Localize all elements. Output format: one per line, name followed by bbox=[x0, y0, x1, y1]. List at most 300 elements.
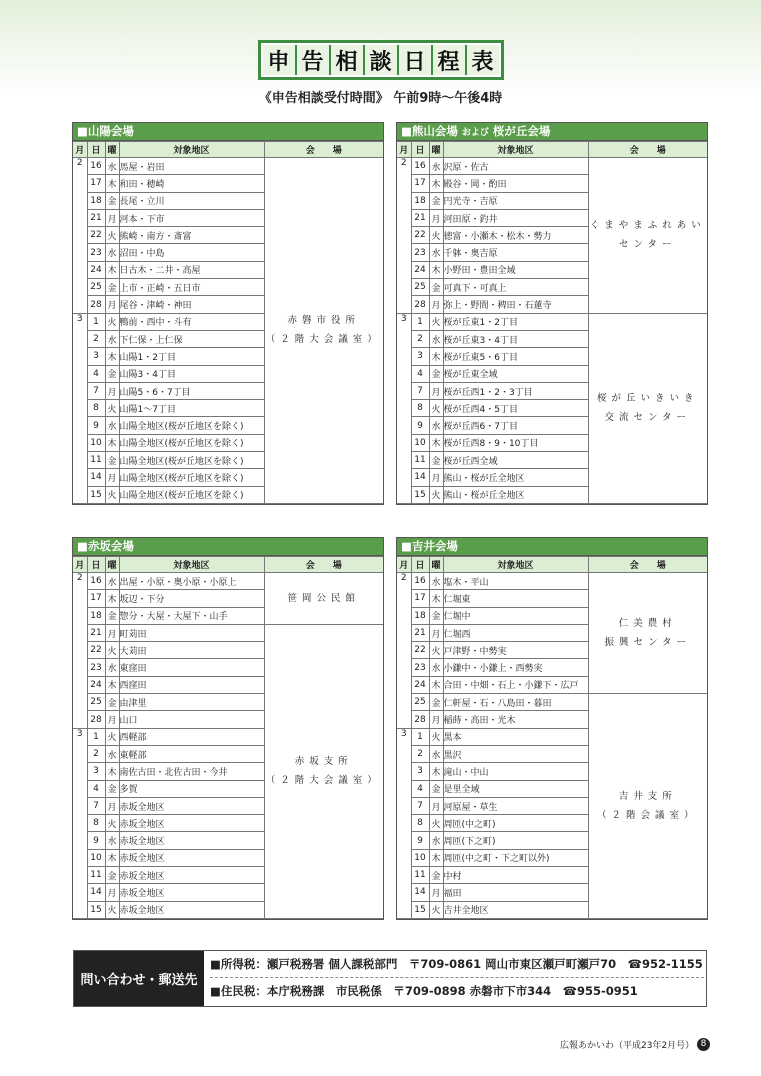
section-name-connector: および bbox=[461, 128, 489, 138]
weekday-cell: 水 bbox=[105, 417, 119, 434]
area-cell: 山陽全地区(桜が丘地区を除く) bbox=[119, 469, 264, 486]
day-cell: 2 bbox=[411, 745, 429, 762]
weekday-cell: 木 bbox=[429, 676, 443, 693]
day-cell: 25 bbox=[411, 694, 429, 711]
day-cell: 16 bbox=[411, 573, 429, 590]
day-cell: 8 bbox=[411, 815, 429, 832]
venue-cell bbox=[588, 573, 707, 694]
weekday-cell: 金 bbox=[429, 867, 443, 884]
weekday-cell: 金 bbox=[429, 192, 443, 209]
area-cell: 河本・下市 bbox=[119, 209, 264, 226]
weekday-cell: 木 bbox=[429, 261, 443, 278]
weekday-cell: 火 bbox=[429, 901, 443, 918]
area-cell: 可真下・可真上 bbox=[443, 279, 588, 296]
weekday-cell: 月 bbox=[105, 382, 119, 399]
weekday-cell: 水 bbox=[429, 330, 443, 347]
weekday-cell: 水 bbox=[429, 417, 443, 434]
weekday-cell: 水 bbox=[429, 659, 443, 676]
day-cell: 28 bbox=[411, 711, 429, 728]
day-cell: 4 bbox=[411, 780, 429, 797]
area-cell: 桜が丘東全域 bbox=[443, 365, 588, 382]
col-weekday-header: 曜 bbox=[105, 142, 119, 158]
day-cell: 3 bbox=[87, 763, 105, 780]
day-cell: 16 bbox=[411, 158, 429, 175]
day-cell: 10 bbox=[87, 434, 105, 451]
area-cell: 赤坂全地区 bbox=[119, 884, 264, 901]
col-area-header: 対象地区 bbox=[443, 557, 588, 573]
weekday-cell: 水 bbox=[429, 158, 443, 175]
weekday-cell: 木 bbox=[429, 434, 443, 451]
day-cell: 9 bbox=[87, 417, 105, 434]
col-month-header: 月 bbox=[73, 142, 87, 158]
title-box bbox=[258, 40, 504, 80]
section-title bbox=[397, 123, 707, 141]
col-area-header: 対象地区 bbox=[443, 142, 588, 158]
day-cell: 22 bbox=[87, 227, 105, 244]
weekday-cell: 水 bbox=[105, 330, 119, 347]
day-cell: 9 bbox=[411, 417, 429, 434]
footer-publication: 広報あかいわ（平成23年2月号） bbox=[560, 1040, 695, 1051]
area-cell: 出屋・小原・奥小原・小原上 bbox=[119, 573, 264, 590]
weekday-cell: 月 bbox=[429, 382, 443, 399]
weekday-cell: 月 bbox=[105, 296, 119, 313]
day-cell: 22 bbox=[87, 642, 105, 659]
venue-cell bbox=[264, 624, 383, 918]
area-cell: 桜が丘東5・6丁目 bbox=[443, 348, 588, 365]
weekday-cell: 金 bbox=[105, 607, 119, 624]
weekday-cell: 木 bbox=[105, 348, 119, 365]
area-cell: 滝山・中山 bbox=[443, 763, 588, 780]
weekday-cell: 火 bbox=[429, 728, 443, 745]
venue-cell bbox=[588, 694, 707, 919]
area-cell: 山陽全地区(桜が丘地区を除く) bbox=[119, 452, 264, 469]
section-kumayama bbox=[396, 122, 708, 505]
col-venue-header: 会 場 bbox=[588, 142, 707, 158]
venue-cell bbox=[588, 158, 707, 314]
title-char: 表 bbox=[465, 45, 499, 75]
venue-line: 笹岡公民館 bbox=[287, 592, 360, 604]
title-char: 申 bbox=[263, 45, 295, 75]
day-cell: 9 bbox=[87, 832, 105, 849]
col-weekday-header: 曜 bbox=[105, 557, 119, 573]
table-row bbox=[73, 624, 383, 641]
day-cell: 22 bbox=[411, 642, 429, 659]
day-cell: 1 bbox=[87, 313, 105, 330]
weekday-cell: 木 bbox=[105, 590, 119, 607]
page-title bbox=[0, 40, 761, 78]
weekday-cell: 火 bbox=[105, 313, 119, 330]
area-cell: 桜が丘東3・4丁目 bbox=[443, 330, 588, 347]
weekday-cell: 火 bbox=[105, 728, 119, 745]
weekday-cell: 火 bbox=[429, 815, 443, 832]
day-cell: 25 bbox=[411, 279, 429, 296]
venue-line: くまやまふれあい bbox=[589, 220, 706, 232]
weekday-cell: 水 bbox=[429, 573, 443, 590]
weekday-cell: 月 bbox=[429, 711, 443, 728]
weekday-cell: 月 bbox=[429, 884, 443, 901]
day-cell: 21 bbox=[411, 209, 429, 226]
weekday-cell: 火 bbox=[105, 400, 119, 417]
weekday-cell: 金 bbox=[429, 607, 443, 624]
day-cell: 4 bbox=[411, 365, 429, 382]
day-cell: 1 bbox=[411, 313, 429, 330]
day-cell: 16 bbox=[87, 158, 105, 175]
venue-line: 桜が丘いきいき bbox=[596, 393, 699, 405]
section-akasaka bbox=[72, 537, 384, 920]
col-day-header: 日 bbox=[411, 142, 429, 158]
day-cell: 18 bbox=[411, 192, 429, 209]
area-cell: 熊山・桜が丘全地区 bbox=[443, 486, 588, 503]
venue-line: （２階大会議室） bbox=[265, 334, 382, 346]
weekday-cell: 木 bbox=[429, 590, 443, 607]
day-cell: 1 bbox=[411, 728, 429, 745]
day-cell: 15 bbox=[87, 901, 105, 918]
venue-line: 赤磐市役所 bbox=[287, 315, 360, 327]
venue-line: センター bbox=[618, 239, 677, 251]
day-cell: 11 bbox=[411, 867, 429, 884]
day-cell: 18 bbox=[411, 607, 429, 624]
area-cell: 円光寺・吉原 bbox=[443, 192, 588, 209]
day-cell: 23 bbox=[411, 244, 429, 261]
col-day-header: 日 bbox=[87, 557, 105, 573]
section-yoshii bbox=[396, 537, 708, 920]
day-cell: 25 bbox=[87, 694, 105, 711]
day-cell: 25 bbox=[87, 279, 105, 296]
area-cell: 坂辺・下分 bbox=[119, 590, 264, 607]
col-month-header: 月 bbox=[397, 557, 411, 573]
weekday-cell: 木 bbox=[105, 849, 119, 866]
area-cell: 仁軒屋・石・八島田・暮田 bbox=[443, 694, 588, 711]
table-row bbox=[73, 158, 383, 175]
day-cell: 15 bbox=[87, 486, 105, 503]
title-char: 相 bbox=[329, 45, 363, 75]
col-venue-header: 会 場 bbox=[264, 142, 383, 158]
day-cell: 7 bbox=[411, 382, 429, 399]
day-cell: 23 bbox=[411, 659, 429, 676]
area-cell: 弥上・野間・稗田・石蓮寺 bbox=[443, 296, 588, 313]
day-cell: 24 bbox=[411, 676, 429, 693]
area-cell: 合田・中畑・石上・小鎌下・広戸 bbox=[443, 676, 588, 693]
section-name: ■山陽会場 bbox=[77, 124, 134, 138]
area-cell: 小鎌中・小鎌上・西勢実 bbox=[443, 659, 588, 676]
section-name: ■赤坂会場 bbox=[77, 539, 134, 553]
venue-line: 交流センター bbox=[604, 412, 692, 424]
weekday-cell: 水 bbox=[105, 659, 119, 676]
day-cell: 7 bbox=[87, 382, 105, 399]
section-name: ■熊山会場 bbox=[401, 124, 458, 138]
title-char: 程 bbox=[431, 45, 465, 75]
col-venue-header: 会 場 bbox=[264, 557, 383, 573]
table-row bbox=[397, 313, 707, 330]
area-cell: 長尾・立川 bbox=[119, 192, 264, 209]
weekday-cell: 月 bbox=[429, 209, 443, 226]
area-cell: 東窪田 bbox=[119, 659, 264, 676]
weekday-cell: 火 bbox=[429, 642, 443, 659]
day-cell: 24 bbox=[411, 261, 429, 278]
venue-cell bbox=[264, 573, 383, 625]
weekday-cell: 月 bbox=[105, 469, 119, 486]
schedule-table bbox=[397, 556, 707, 919]
weekday-cell: 木 bbox=[429, 849, 443, 866]
area-cell: 仁堀西 bbox=[443, 624, 588, 641]
day-cell: 18 bbox=[87, 607, 105, 624]
area-cell: 山陽全地区(桜が丘地区を除く) bbox=[119, 417, 264, 434]
day-cell: 28 bbox=[87, 296, 105, 313]
day-cell: 17 bbox=[411, 175, 429, 192]
weekday-cell: 月 bbox=[429, 469, 443, 486]
contact-box bbox=[73, 950, 707, 1007]
section-name-second: 桜が丘会場 bbox=[492, 124, 551, 138]
weekday-cell: 木 bbox=[105, 676, 119, 693]
weekday-cell: 月 bbox=[429, 624, 443, 641]
area-cell: 町苅田 bbox=[119, 624, 264, 641]
area-cell: 赤坂全地区 bbox=[119, 867, 264, 884]
area-cell: 小野田・豊田全域 bbox=[443, 261, 588, 278]
weekday-cell: 木 bbox=[429, 175, 443, 192]
month-cell: 2 bbox=[397, 573, 411, 729]
day-cell: 23 bbox=[87, 244, 105, 261]
day-cell: 7 bbox=[411, 797, 429, 814]
venue-line: 吉井支所 bbox=[618, 791, 677, 802]
area-cell: 沼田・中島 bbox=[119, 244, 264, 261]
venue-line: 振興センター bbox=[604, 637, 692, 649]
day-cell: 10 bbox=[411, 434, 429, 451]
area-cell: 山陽1〜7丁目 bbox=[119, 400, 264, 417]
area-cell: 和田・穂崎 bbox=[119, 175, 264, 192]
title-char: 告 bbox=[295, 45, 329, 75]
weekday-cell: 火 bbox=[105, 815, 119, 832]
col-area-header: 対象地区 bbox=[119, 142, 264, 158]
weekday-cell: 火 bbox=[105, 227, 119, 244]
weekday-cell: 木 bbox=[429, 763, 443, 780]
area-cell: 山陽3・4丁目 bbox=[119, 365, 264, 382]
day-cell: 8 bbox=[87, 815, 105, 832]
day-cell: 24 bbox=[87, 676, 105, 693]
weekday-cell: 水 bbox=[429, 244, 443, 261]
area-cell: 殿谷・岡・酌田 bbox=[443, 175, 588, 192]
weekday-cell: 金 bbox=[105, 365, 119, 382]
weekday-cell: 金 bbox=[105, 867, 119, 884]
area-cell: 馬屋・岩田 bbox=[119, 158, 264, 175]
weekday-cell: 月 bbox=[429, 797, 443, 814]
page-subtitle: 《申告相談受付時間》 午前9時〜午後4時 bbox=[258, 91, 503, 106]
area-cell: 吉井全地区 bbox=[443, 901, 588, 918]
section-name: ■吉井会場 bbox=[401, 539, 458, 553]
schedule-table bbox=[73, 141, 383, 504]
month-cell: 3 bbox=[73, 728, 87, 918]
month-cell: 3 bbox=[73, 313, 87, 503]
area-cell: 千躰・奥吉原 bbox=[443, 244, 588, 261]
day-cell: 4 bbox=[87, 365, 105, 382]
venue-cell bbox=[264, 158, 383, 504]
area-cell: 仁堀東 bbox=[443, 590, 588, 607]
area-cell: 河田原・釣井 bbox=[443, 209, 588, 226]
section-title bbox=[73, 123, 383, 141]
area-cell: 西軽部 bbox=[119, 728, 264, 745]
day-cell: 21 bbox=[411, 624, 429, 641]
day-cell: 3 bbox=[411, 348, 429, 365]
area-cell: 西窪田 bbox=[119, 676, 264, 693]
col-venue-header: 会 場 bbox=[588, 557, 707, 573]
weekday-cell: 金 bbox=[429, 279, 443, 296]
area-cell: 多賀 bbox=[119, 780, 264, 797]
day-cell: 2 bbox=[411, 330, 429, 347]
weekday-cell: 火 bbox=[429, 486, 443, 503]
area-cell: 由津里 bbox=[119, 694, 264, 711]
weekday-cell: 水 bbox=[105, 745, 119, 762]
area-cell: 桜が丘西6・7丁目 bbox=[443, 417, 588, 434]
area-cell: 山口 bbox=[119, 711, 264, 728]
weekday-cell: 月 bbox=[105, 209, 119, 226]
section-title bbox=[397, 538, 707, 556]
weekday-cell: 水 bbox=[105, 832, 119, 849]
table-row bbox=[397, 158, 707, 175]
venue-line: 赤坂支所 bbox=[294, 756, 353, 768]
area-cell: 赤坂全地区 bbox=[119, 832, 264, 849]
day-cell: 7 bbox=[87, 797, 105, 814]
day-cell: 23 bbox=[87, 659, 105, 676]
day-cell: 24 bbox=[87, 261, 105, 278]
area-cell: 南佐古田・北佐古田・今井 bbox=[119, 763, 264, 780]
area-cell: 惣分・大屋・大屋下・山手 bbox=[119, 607, 264, 624]
area-cell: 桜が丘西全域 bbox=[443, 452, 588, 469]
area-cell: 周匝(下之町) bbox=[443, 832, 588, 849]
day-cell: 22 bbox=[411, 227, 429, 244]
title-char: 談 bbox=[363, 45, 397, 75]
month-cell: 2 bbox=[397, 158, 411, 314]
area-cell: 桜が丘東1・2丁目 bbox=[443, 313, 588, 330]
day-cell: 2 bbox=[87, 745, 105, 762]
area-cell: 周匝(中之町・下之町以外) bbox=[443, 849, 588, 866]
weekday-cell: 木 bbox=[105, 175, 119, 192]
area-cell: 尾谷・津崎・神田 bbox=[119, 296, 264, 313]
schedule-table bbox=[73, 556, 383, 919]
month-cell: 2 bbox=[73, 158, 87, 314]
month-cell: 2 bbox=[73, 573, 87, 729]
day-cell: 17 bbox=[411, 590, 429, 607]
title-char: 日 bbox=[397, 45, 431, 75]
area-cell: 山陽全地区(桜が丘地区を除く) bbox=[119, 434, 264, 451]
day-cell: 10 bbox=[411, 849, 429, 866]
area-cell: 下仁保・上仁保 bbox=[119, 330, 264, 347]
col-day-header: 日 bbox=[87, 142, 105, 158]
weekday-cell: 火 bbox=[429, 313, 443, 330]
month-cell: 3 bbox=[397, 728, 411, 918]
weekday-cell: 火 bbox=[429, 400, 443, 417]
col-weekday-header: 曜 bbox=[429, 557, 443, 573]
weekday-cell: 金 bbox=[429, 694, 443, 711]
area-cell: 東軽部 bbox=[119, 745, 264, 762]
area-cell: 赤坂全地区 bbox=[119, 797, 264, 814]
col-month-header: 月 bbox=[397, 142, 411, 158]
weekday-cell: 月 bbox=[105, 884, 119, 901]
contact-income-tax: ■所得税：瀬戸税務署 個人課税部門 〒709-0861 岡山市東区瀬戸町瀬戸70 ☎952-1155 bbox=[210, 951, 704, 978]
area-cell: 赤坂全地区 bbox=[119, 901, 264, 918]
weekday-cell: 金 bbox=[429, 780, 443, 797]
weekday-cell: 金 bbox=[105, 192, 119, 209]
day-cell: 21 bbox=[87, 209, 105, 226]
day-cell: 11 bbox=[87, 452, 105, 469]
area-cell: 稲蒔・高田・光木 bbox=[443, 711, 588, 728]
day-cell: 17 bbox=[87, 590, 105, 607]
section-sanyo bbox=[72, 122, 384, 505]
weekday-cell: 火 bbox=[105, 642, 119, 659]
col-weekday-header: 曜 bbox=[429, 142, 443, 158]
area-cell: 赤坂全地区 bbox=[119, 815, 264, 832]
day-cell: 28 bbox=[87, 711, 105, 728]
day-cell: 28 bbox=[411, 296, 429, 313]
area-cell: 赤坂全地区 bbox=[119, 849, 264, 866]
contact-label: 問い合わせ・郵送先 bbox=[74, 951, 204, 1006]
area-cell: 黒本 bbox=[443, 728, 588, 745]
day-cell: 14 bbox=[411, 884, 429, 901]
col-month-header: 月 bbox=[73, 557, 87, 573]
area-cell: 仁堀中 bbox=[443, 607, 588, 624]
day-cell: 3 bbox=[87, 348, 105, 365]
col-day-header: 日 bbox=[411, 557, 429, 573]
area-cell: 山陽5・6・7丁目 bbox=[119, 382, 264, 399]
weekday-cell: 水 bbox=[429, 832, 443, 849]
day-cell: 2 bbox=[87, 330, 105, 347]
area-cell: 熊山・桜が丘全地区 bbox=[443, 469, 588, 486]
schedule-table bbox=[397, 141, 707, 504]
day-cell: 14 bbox=[411, 469, 429, 486]
area-cell: 山陽1・2丁目 bbox=[119, 348, 264, 365]
weekday-cell: 月 bbox=[105, 624, 119, 641]
weekday-cell: 木 bbox=[105, 261, 119, 278]
area-cell: 河原屋・草生 bbox=[443, 797, 588, 814]
day-cell: 11 bbox=[87, 867, 105, 884]
weekday-cell: 金 bbox=[105, 694, 119, 711]
weekday-cell: 金 bbox=[105, 279, 119, 296]
day-cell: 3 bbox=[411, 763, 429, 780]
table-row bbox=[397, 694, 707, 711]
area-cell: 桜が丘西8・9・10丁目 bbox=[443, 434, 588, 451]
weekday-cell: 金 bbox=[429, 365, 443, 382]
venue-line: 仁美農村 bbox=[618, 618, 677, 630]
venue-line: （２階大会議室） bbox=[265, 775, 382, 787]
area-cell: 戸津野・中勢実 bbox=[443, 642, 588, 659]
weekday-cell: 金 bbox=[429, 452, 443, 469]
area-cell: 中村 bbox=[443, 867, 588, 884]
area-cell: 山陽全地区(桜が丘地区を除く) bbox=[119, 486, 264, 503]
weekday-cell: 火 bbox=[429, 227, 443, 244]
weekday-cell: 火 bbox=[105, 901, 119, 918]
area-cell: 上市・正崎・五日市 bbox=[119, 279, 264, 296]
area-cell: 徳富・小瀬木・松木・勢力 bbox=[443, 227, 588, 244]
table-row bbox=[397, 573, 707, 590]
area-cell: 大苅田 bbox=[119, 642, 264, 659]
day-cell: 9 bbox=[411, 832, 429, 849]
day-cell: 18 bbox=[87, 192, 105, 209]
page-number: 8 bbox=[697, 1038, 710, 1051]
day-cell: 16 bbox=[87, 573, 105, 590]
weekday-cell: 金 bbox=[105, 452, 119, 469]
weekday-cell: 水 bbox=[105, 158, 119, 175]
section-title bbox=[73, 538, 383, 556]
day-cell: 15 bbox=[411, 486, 429, 503]
day-cell: 14 bbox=[87, 884, 105, 901]
weekday-cell: 火 bbox=[105, 486, 119, 503]
day-cell: 17 bbox=[87, 175, 105, 192]
weekday-cell: 木 bbox=[105, 434, 119, 451]
contact-resident-tax: ■住民税：本庁税務課 市民税係 〒709-0898 赤磐市下市344 ☎955-0951 bbox=[210, 984, 638, 998]
day-cell: 1 bbox=[87, 728, 105, 745]
area-cell: 沢原・佐古 bbox=[443, 158, 588, 175]
area-cell: 桜が丘西1・2・3丁目 bbox=[443, 382, 588, 399]
weekday-cell: 水 bbox=[105, 244, 119, 261]
area-cell: 福田 bbox=[443, 884, 588, 901]
